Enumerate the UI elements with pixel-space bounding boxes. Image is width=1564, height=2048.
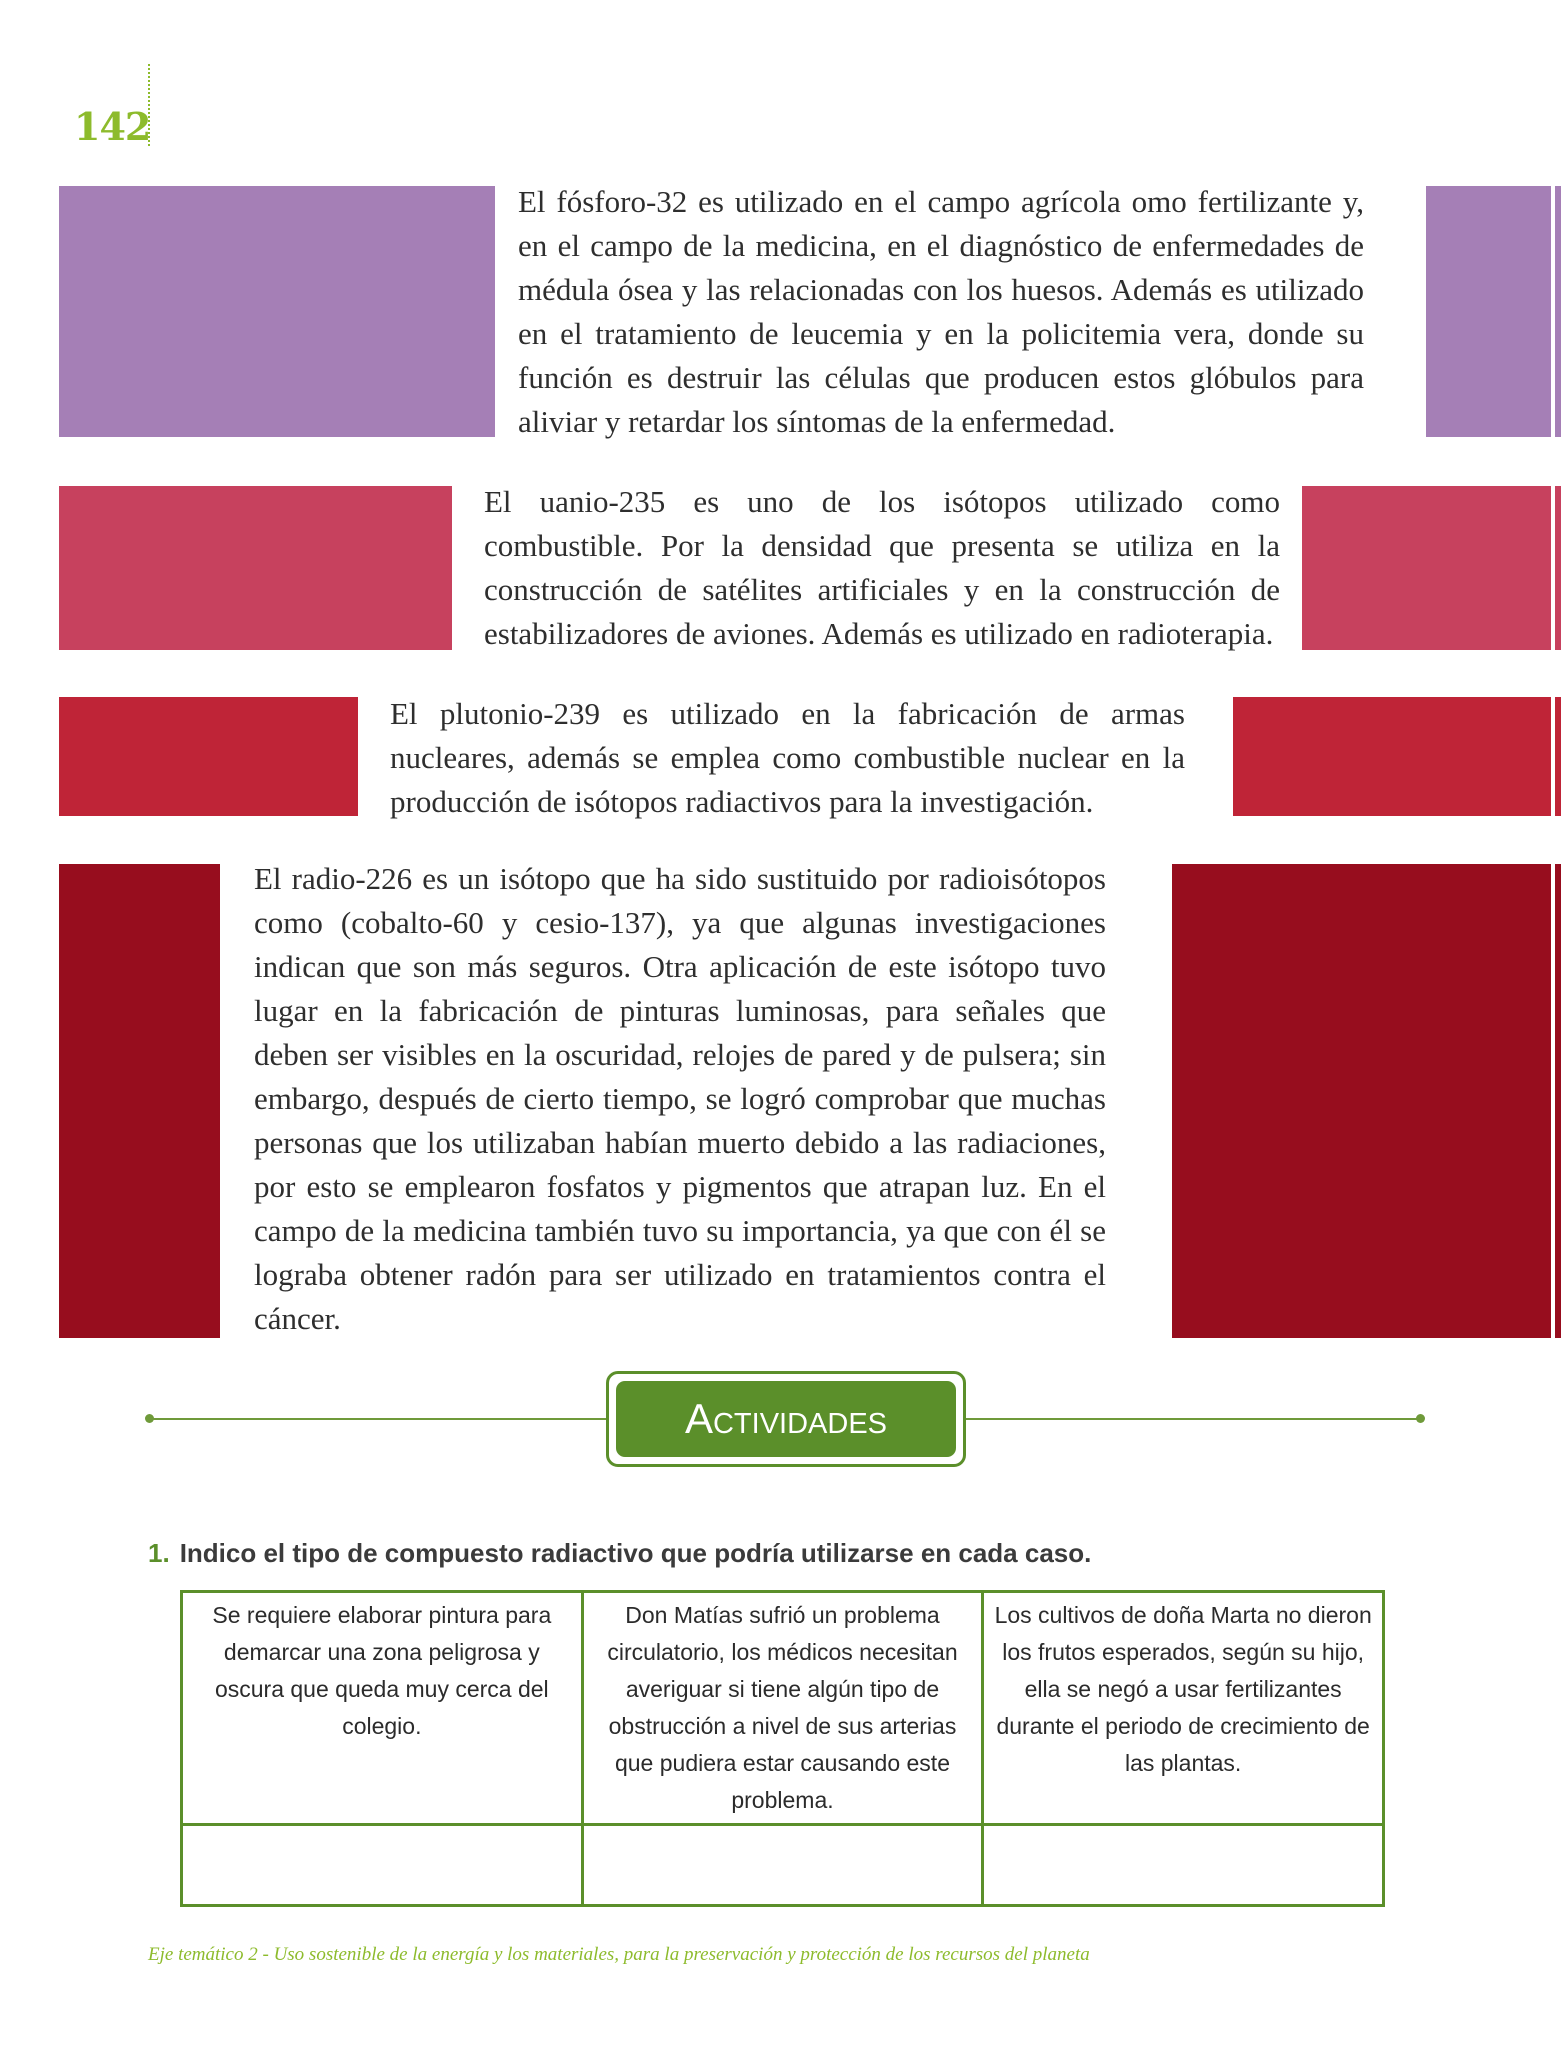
question-number: 1. xyxy=(148,1538,170,1568)
paragraph-phosphorus-32: El fósforo-32 es utilizado en el campo agrícola omo fertilizante y, en el campo de la medicina, en el diagnóstico de enfermedades de médula ósea y las relacionadas con los huesos. Además es utilizado en el tratamiento de leucemia y en la policitemia vera, donde su función es destruir las células que producen estos glóbulos para aliviar y retardar los síntomas de la enfermedad. xyxy=(518,184,1364,439)
footer-text: Eje temático 2 - Uso sostenible de la energía y los materiales, para la preservación y protección de los recursos del planeta xyxy=(148,1944,1090,1965)
case-cell-1: Se requiere elaborar pintura para demarcar una zona peligrosa y oscura que queda muy cerca del colegio. xyxy=(182,1592,583,1825)
activities-badge xyxy=(616,1381,956,1457)
lavender-block-left xyxy=(59,186,495,437)
activities-line-dot-right xyxy=(1416,1414,1425,1423)
activity-table xyxy=(180,1590,1385,1907)
paragraph-plutonium-239: El plutonio-239 es utilizado en la fabricación de armas nucleares, además se emplea como combustible nuclear en la producción de isótopos radiactivos para la investigación. xyxy=(390,696,1185,819)
question-text: Indico el tipo de compuesto radiactivo que podría utilizarse en cada caso. xyxy=(179,1538,1092,1568)
paragraph-uranium-235: El uanio-235 es uno de los isótopos utilizado como combustible. Por la densidad que presenta se utiliza en la construcción de satélites artificiales y en la construcción de estabilizadores de aviones. Además es utilizado en radioterapia. xyxy=(484,484,1280,651)
answer-cell-1[interactable] xyxy=(182,1825,583,1906)
dark-red-block-right xyxy=(1172,864,1551,1338)
paragraph-radium-226: El radio-226 es un isótopo que ha sido sustituido por radioisótopos como (cobalto-60 y cesio-137), ya que algunas investigaciones indican que son más seguros. Otra aplicación de este isótopo tuvo lugar en la fabricación de pinturas luminosas, para señales que deben ser visibles en la oscuridad, relojes de pared y de pulsera; sin embargo, después de cierto tiempo, se logró comprobar que muchas personas que los utilizaban habían muerto debido a las radiaciones, por esto se emplearon fosfatos y pigmentos que atrapan luz. En el campo de la medicina también tuvo su importancia, ya que con él se lograba obtener radón para ser utilizado en tratamientos contra el cáncer. xyxy=(254,861,1106,1336)
lavender-block-right xyxy=(1426,186,1551,437)
case-cell-3: Los cultivos de doña Marta no dieron los frutos esperados, según su hijo, ella se negó a usar fertilizantes durante el periodo de crecimiento de las plantas. xyxy=(983,1592,1384,1825)
activity-question xyxy=(148,1538,1091,1569)
red-block-stripe xyxy=(1555,697,1561,816)
rose-block-stripe xyxy=(1555,486,1561,650)
dark-red-block-left xyxy=(59,864,220,1338)
answer-cell-3[interactable] xyxy=(983,1825,1384,1906)
activities-line-left xyxy=(150,1418,608,1420)
lavender-block-stripe xyxy=(1555,186,1561,437)
table-row xyxy=(182,1825,1384,1906)
page-number-divider xyxy=(148,64,150,146)
page-number: 142 xyxy=(74,104,151,149)
case-cell-2: Don Matías sufrió un problema circulatorio, los médicos necesitan averiguar si tiene algún tipo de obstrucción a nivel de sus arterias que pudiera estar causando este problema. xyxy=(582,1592,983,1825)
red-block-right xyxy=(1233,697,1551,816)
rose-block-right xyxy=(1302,486,1551,650)
dark-red-block-stripe xyxy=(1555,864,1561,1338)
rose-block-left xyxy=(59,486,452,650)
red-block-left xyxy=(59,697,358,816)
answer-cell-2[interactable] xyxy=(582,1825,983,1906)
table-row xyxy=(182,1592,1384,1825)
activities-title: Actividades xyxy=(684,1395,888,1442)
activities-line-right xyxy=(964,1418,1420,1420)
